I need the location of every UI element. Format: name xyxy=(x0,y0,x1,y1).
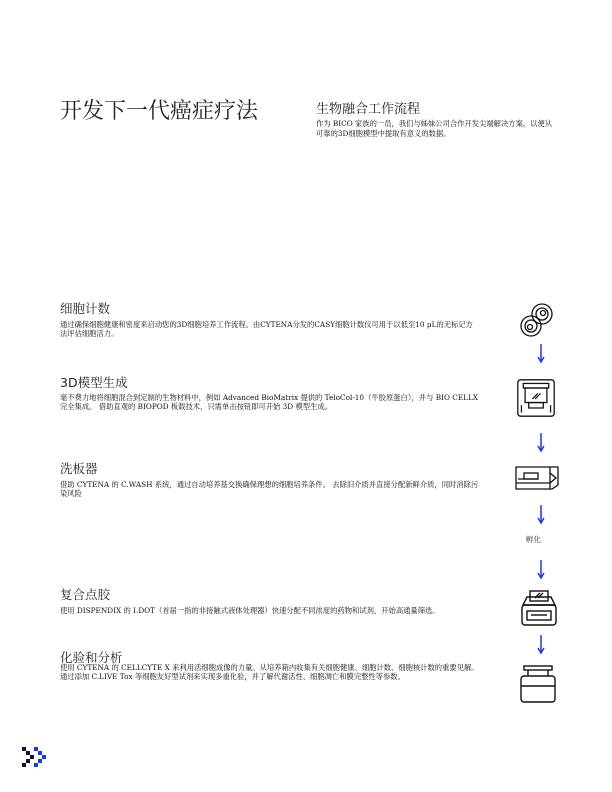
section-body-assay-analysis: 使用 CYTENA 的 CELLCYTE X 来利用活细胞成像的力量。从培养箱内收集有关细胞健康、细胞计数、细胞核计数的重要见解。 通过添加 C.LIVE Tox 等细胞友好型试剂来实现多重化验，并了解代谢活性、细胞凋亡和膜完整性等参数。 xyxy=(60,663,479,682)
plate-washer-icon xyxy=(514,465,560,491)
section-title-plate-washer: 洗板器 xyxy=(60,461,98,476)
section-title-assay-analysis: 化验和分析 xyxy=(60,650,123,665)
arrow-down-icon xyxy=(536,433,546,453)
page-title: 开发下一代癌症疗法 xyxy=(60,99,259,124)
section-body-plate-washer: 借助 CYTENA 的 C.WASH 系统，通过自动培养基交换确保理想的细胞培养条件。 去除旧介质并直接分配新鲜介质，同时消除污染风险 xyxy=(60,480,479,499)
section-body-compound-dispensing: 使用 DISPENDIX 的 I.DOT（首届一指的非接触式液体处理器）快速分配不同浓度的药物和试剂，开始高通量筛选。 xyxy=(60,606,440,615)
bioprinter-icon xyxy=(516,378,556,418)
arrow-down-icon xyxy=(536,344,546,364)
dispenser-icon xyxy=(519,589,559,629)
section-body-cell-counting: 通过确保细胞健康和密度来启动您的3D细胞培养工作流程。由CYTENA分发的CASY细胞计数仪可用于以低至10 μL的无标记方法评估细胞活力。 xyxy=(60,320,473,339)
section-body-3d-model: 毫不费力地将细胞混合到定制的生物材料中，例如 Advanced BioMatrix 提供的 TeloCol-10（牛胶原蛋白），并与 BIO CELLX 完全集成。 借助直观的 BIOPOD 板载技术，只需单击按钮即可开始 3D 模型生成。 xyxy=(60,393,479,412)
intro-paragraph: 作为 BICO 家族的一员，我们与姊妹公司合作开发尖端解决方案，以便从可靠的3D细胞模型中提取有意义的数据。 xyxy=(316,119,553,138)
arrow-down-icon xyxy=(536,560,546,580)
arrow-down-icon xyxy=(536,635,546,655)
cell-counter-icon xyxy=(518,300,558,340)
workflow-subtitle: 生物融合工作流程 xyxy=(316,102,421,117)
imager-icon xyxy=(518,664,558,704)
section-title-cell-counting: 细胞计数 xyxy=(60,301,111,316)
arrow-down-icon xyxy=(536,505,546,525)
section-title-3d-model: 3D模型生成 xyxy=(60,375,128,390)
company-logo-icon xyxy=(20,745,52,773)
incubate-label: 孵化 xyxy=(526,535,541,544)
section-title-compound-dispensing: 复合点胶 xyxy=(60,587,111,602)
